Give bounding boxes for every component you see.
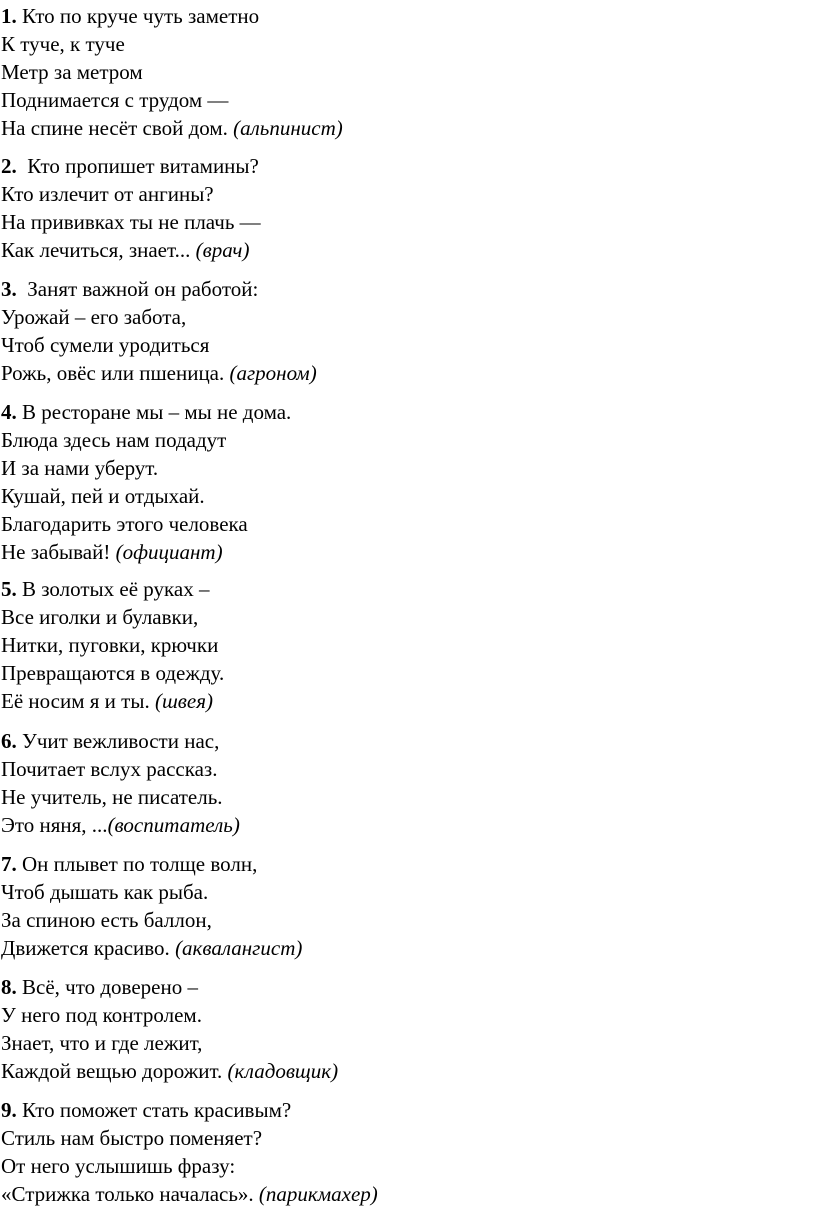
riddle-text: Это няня, ...: [1, 813, 108, 837]
riddle-text: Учит вежливости нас,: [22, 729, 220, 753]
riddle-line: [1, 811, 801, 839]
riddle-number: 8.: [1, 975, 17, 999]
riddle-answer: (аквалангист): [175, 936, 303, 960]
riddle-3: [1, 275, 801, 387]
riddle-line: Чтоб сумели уродиться: [1, 333, 210, 357]
riddle-5: [1, 575, 801, 715]
riddle-7: [1, 850, 801, 962]
riddle-text: Всё, что доверено –: [22, 975, 198, 999]
riddle-line: [1, 275, 801, 303]
riddle-text: Её носим я и ты.: [1, 689, 150, 713]
riddle-text: В ресторане мы – мы не дома.: [22, 400, 292, 424]
riddle-text: Занят важной он работой:: [27, 277, 259, 301]
riddle-line: Метр за метром: [1, 60, 143, 84]
riddle-line: Не учитель, не писатель.: [1, 785, 223, 809]
riddle-answer: (воспитатель): [107, 813, 240, 837]
riddle-line: [1, 850, 801, 878]
riddle-number: 6.: [1, 729, 17, 753]
riddle-answer: (врач): [195, 238, 250, 262]
riddle-line: [1, 114, 801, 142]
riddle-text: Движется красиво.: [1, 936, 170, 960]
riddle-answer: (официант): [115, 540, 223, 564]
riddle-line: Почитает вслух рассказ.: [1, 757, 218, 781]
riddle-number: 4.: [1, 400, 17, 424]
riddle-line: И за нами уберут.: [1, 456, 159, 480]
riddle-text: «Стрижка только началась».: [1, 1182, 254, 1206]
riddle-line: Благодарить этого человека: [1, 512, 248, 536]
riddle-line: Превращаются в одежду.: [1, 661, 225, 685]
riddle-text: В золотых её руках –: [22, 577, 210, 601]
riddle-text: Не забывай!: [1, 540, 111, 564]
riddle-answer: (альпинист): [233, 116, 343, 140]
riddle-line: Блюда здесь нам подадут: [1, 428, 227, 452]
riddle-answer: (агроном): [229, 361, 317, 385]
riddle-text: Каждой вещью дорожит.: [1, 1059, 223, 1083]
riddle-line: [1, 538, 801, 566]
riddle-line: К туче, к туче: [1, 32, 125, 56]
riddle-answer: (кладовщик): [227, 1059, 339, 1083]
riddle-line: [1, 1057, 801, 1085]
riddle-line: Чтоб дышать как рыба.: [1, 880, 209, 904]
riddle-line: На прививках ты не плачь —: [1, 210, 261, 234]
riddle-line: Стиль нам быстро поменяет?: [1, 1126, 263, 1150]
riddle-line: [1, 236, 801, 264]
riddle-line: [1, 152, 801, 180]
riddle-text: Кто пропишет витамины?: [27, 154, 259, 178]
riddle-number: 3.: [1, 277, 17, 301]
riddle-8: [1, 973, 801, 1085]
riddle-9: [1, 1096, 801, 1208]
riddle-line: Знает, что и где лежит,: [1, 1031, 203, 1055]
riddle-line: [1, 2, 801, 30]
riddle-2: [1, 152, 801, 264]
riddle-text: Кто по круче чуть заметно: [22, 4, 260, 28]
riddle-6: [1, 727, 801, 839]
riddle-text: На спине несёт свой дом.: [1, 116, 228, 140]
riddle-answer: (парикмахер): [258, 1182, 378, 1206]
riddle-line: От него услышишь фразу:: [1, 1154, 236, 1178]
riddle-line: Поднимается с трудом —: [1, 88, 229, 112]
riddle-line: [1, 1096, 801, 1124]
riddle-number: 5.: [1, 577, 17, 601]
riddle-line: [1, 359, 801, 387]
riddle-text: Как лечиться, знает...: [1, 238, 191, 262]
riddle-line: [1, 973, 801, 1001]
riddle-line: У него под контролем.: [1, 1003, 202, 1027]
riddle-line: [1, 687, 801, 715]
riddle-line: [1, 727, 801, 755]
riddle-number: 9.: [1, 1098, 17, 1122]
riddle-line: [1, 575, 801, 603]
riddle-text: Он плывет по толще волн,: [22, 852, 258, 876]
riddle-line: [1, 398, 801, 426]
riddle-text: Рожь, овёс или пшеница.: [1, 361, 225, 385]
riddle-4: [1, 398, 801, 566]
riddle-answer: (швея): [154, 689, 213, 713]
riddle-line: Нитки, пуговки, крючки: [1, 633, 219, 657]
riddle-line: Кто излечит от ангины?: [1, 182, 214, 206]
riddle-line: Все иголки и булавки,: [1, 605, 199, 629]
riddle-number: 7.: [1, 852, 17, 876]
riddle-number: 1.: [1, 4, 17, 28]
riddle-line: За спиною есть баллон,: [1, 908, 212, 932]
riddle-line: Урожай – его забота,: [1, 305, 187, 329]
riddle-number: 2.: [1, 154, 17, 178]
riddle-line: [1, 1180, 801, 1208]
riddle-text: Кто поможет стать красивым?: [22, 1098, 292, 1122]
riddle-line: Кушай, пей и отдыхай.: [1, 484, 205, 508]
riddle-1: [1, 2, 801, 142]
riddle-line: [1, 934, 801, 962]
